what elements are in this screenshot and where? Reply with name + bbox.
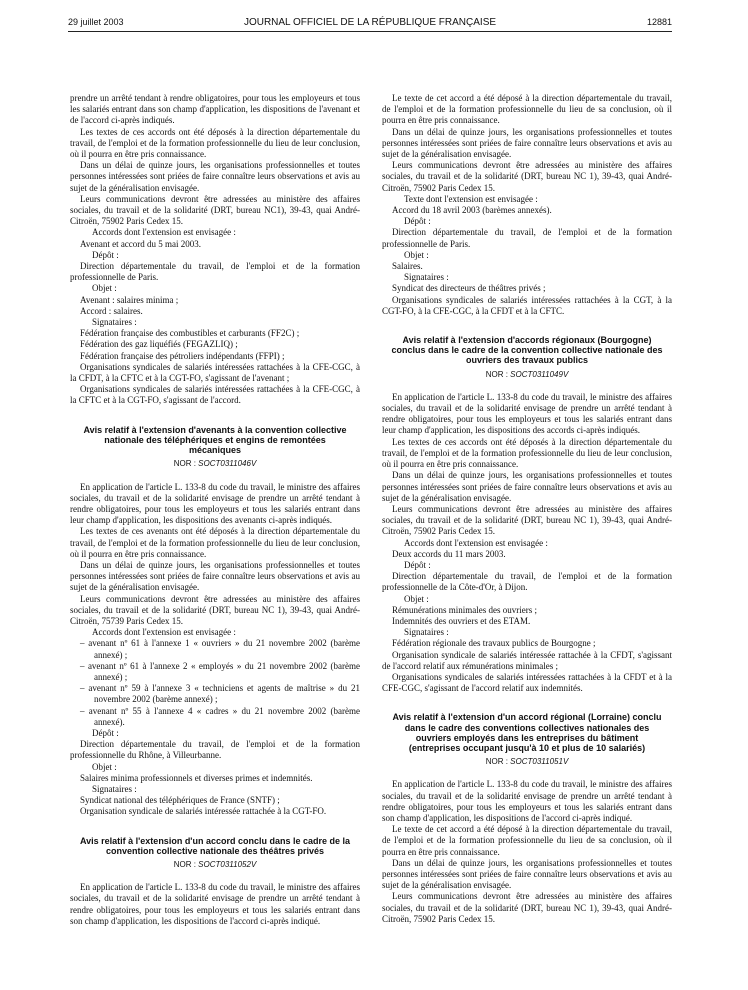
- field-label: Objet :: [404, 249, 429, 260]
- paragraph: prendre un arrêté tendant à rendre obligatoires, pour tous les employeurs et tous les salariés entrant dans son champ d'application, les dispositions de l'avenant et de l'accord ci-après indiqués.: [70, 93, 360, 126]
- nor-code: SOCT0311052V: [198, 860, 257, 869]
- field-value: Organisations syndicales de salariés intéressées rattachées à la CFE-CGC, à la CFTC et à la CGT-FO, s'agissant de l'accord.: [70, 384, 360, 406]
- field-label: Dépôt :: [404, 216, 431, 227]
- field-value: Fédération française des pétroliers indépendants (FFPI) ;: [80, 350, 285, 361]
- field-value: Salaires.: [392, 261, 423, 272]
- field-label: Objet :: [404, 593, 429, 604]
- paragraph: Leurs communications devront être adressées au ministère des affaires sociales, du travail et de la solidarité (DRT, bureau NC 1), 39-43, quai André-Citroën, 75739 Paris Cedex 15.: [70, 593, 360, 626]
- nor-label: NOR :: [485, 757, 508, 767]
- list-item: [70, 638, 360, 660]
- paragraph: Dans un délai de quinze jours, les organisations professionnelles et toutes personnes intéressées sont priées de faire connaître leurs observations et avis au sujet de la généralisation envisagée.: [382, 126, 672, 160]
- field-label: Accords dont l'extension est envisagée :: [92, 227, 236, 238]
- paragraph: En application de l'article L. 133-8 du code du travail, le ministre des affaires sociales, du travail et de la solidarité envisage de prendre un arrêté tendant à rendre obligatoires, pour tous les employeurs et tous les salariés entrant dans son champ d'application, les dispositions de l'accord ci-après indiqué.: [382, 779, 672, 823]
- field-value: Organisation syndicale de salariés intéressée rattachée à la CFDT, s'agissant de l'accord relatif aux rémunérations minimales ;: [382, 649, 672, 671]
- field-label: Accords dont l'extension est envisagée :: [404, 537, 548, 548]
- field-value: Direction départementale du travail, de l'emploi et de la formation professionnelle de la Côte-d'Or, à Dijon.: [382, 571, 672, 593]
- field-value: Accord du 18 avril 2003 (barèmes annexés).: [392, 205, 552, 216]
- field-value: Direction départementale du travail, de l'emploi et de la formation professionnelle de Paris.: [70, 261, 360, 283]
- field-label: Signataires :: [404, 272, 449, 283]
- paragraph: Leurs communications devront être adressées au ministère des affaires sociales, du travail et de la solidarité (DRT, bureau NC1), 39-43, quai André-Citroën, 75902 Paris Cedex 15.: [70, 193, 360, 227]
- nor-reference: [70, 458, 360, 469]
- field-label: Signataires :: [92, 317, 137, 328]
- nor-label: NOR :: [485, 369, 508, 379]
- paragraph: Leurs communications devront être adressées au ministère des affaires sociales, du travail et de la solidarité (DRT, bureau NC 1), 39-43, quai André-Citroën, 75902 Paris Cedex 15.: [382, 160, 672, 193]
- field-label: Signataires :: [404, 627, 449, 638]
- paragraph: Dans un délai de quinze jours, les organisations professionnelles et toutes personnes intéressées sont priées de faire connaître leurs observations et avis au sujet de la généralisation envisagée.: [70, 160, 360, 193]
- paragraph: En application de l'article L. 133-8 du code du travail, le ministre des affaires sociales, du travail et de la solidarité envisage de prendre un arrêté tendant à rendre obligatoires, pour tous les employeurs et tous les salariés entrant dans leur champ d'application, les dispositions des accords ci-après indiqués.: [382, 391, 672, 436]
- field-label: Accords dont l'extension est envisagée :: [92, 627, 236, 638]
- list-item: [70, 706, 360, 728]
- field-value: Fédération française des combustibles et carburants (FF2C) ;: [80, 328, 300, 339]
- field-label: Objet :: [92, 283, 117, 294]
- paragraph: Le texte de cet accord a été déposé à la direction départementale du travail, de l'emploi et de la formation professionnelle du lieu de sa conclusion, où il pourra en être pris connaissance.: [382, 824, 672, 857]
- paragraph: Les textes de ces avenants ont été déposés à la direction départementale du travail, de l'emploi et de la formation professionnelle du lieu de leur conclusion, où il pourra en être pris connaissance.: [70, 526, 360, 559]
- field-value: Accord : salaires.: [80, 305, 143, 316]
- field-value: Indemnités des ouvriers et des ETAM.: [392, 615, 531, 626]
- list-item-text: – avenant nº 61 à l'annexe 1 « ouvriers » du 21 novembre 2002 (barème annexé) ;: [80, 638, 360, 660]
- page-header: [68, 17, 672, 31]
- field-value: Avenant et accord du 5 mai 2003.: [80, 238, 202, 249]
- nor-label: NOR :: [173, 860, 196, 869]
- field-value: Direction départementale du travail, de l'emploi et de la formation professionnelle du Rhône, à Villeurbanne.: [70, 739, 360, 761]
- nor-reference: [70, 859, 360, 870]
- field-value: Avenant : salaires minima ;: [80, 294, 179, 305]
- field-value: Syndicat national des téléphériques de France (SNTF) ;: [80, 795, 280, 806]
- notice-title: Avis relatif à l'extension d'un accord régional (Lorraine) conclu dans le cadre des conventions collectives nationales des ouvriers employés dans les entreprises du bâtiment (entreprises occupant jusqu'à 10 et plus de 10 salariés): [392, 712, 662, 753]
- nor-code: SOCT0311051V: [510, 757, 569, 767]
- paragraph: En application de l'article L. 133-8 du code du travail, le ministre des affaires sociales, du travail et de la solidarité envisage de prendre un arrêté tendant à rendre obligatoires, pour tous les employeurs et tous les salariés entrant dans son champ d'application, les dispositions de l'accord ci-après indiqué.: [70, 882, 360, 926]
- paragraph: En application de l'article L. 133-8 du code du travail, le ministre des affaires sociales, du travail et de la solidarité envisage de prendre un arrêté tendant à rendre obligatoires, pour tous les employeurs et tous les salariés entrant dans leur champ d'application, les dispositions des avenants ci-après indiqués.: [70, 481, 360, 526]
- list-item-text: – avenant nº 59 à l'annexe 3 « techniciens et agents de maîtrise » du 21 novembre 2002 (barème annexé) ;: [80, 683, 360, 705]
- paragraph: Leurs communications devront être adressées au ministère des affaires sociales, du travail et de la solidarité (DRT, bureau NC 1), 39-43, quai André-Citroën, 75902 Paris Cedex 15.: [382, 503, 672, 537]
- right-column: [382, 93, 672, 925]
- field-value: Organisations syndicales de salariés intéressées rattachées à la CFDT et à la CFE-CGC, s'agissant de l'accord relatif aux indemnités.: [382, 671, 672, 694]
- nor-code: SOCT0311049V: [510, 369, 569, 379]
- list-item: [70, 661, 360, 683]
- field-label: Dépôt :: [92, 249, 119, 260]
- field-label: Dépôt :: [92, 727, 119, 738]
- paragraph: Dans un délai de quinze jours, les organisations professionnelles et toutes personnes intéressées sont priées de faire connaître leurs observations et avis au sujet de la généralisation envisagée.: [382, 857, 672, 891]
- paragraph: Dans un délai de quinze jours, les organisations professionnelles et toutes personnes intéressées sont priées de faire connaître leurs observations et avis au sujet de la généralisation envisagée.: [70, 559, 360, 593]
- notice-title: Avis relatif à l'extension d'un accord conclu dans le cadre de la convention collective nationale des théâtres privés: [79, 835, 351, 856]
- header-rule: [68, 31, 672, 32]
- paragraph: Le texte de cet accord a été déposé à la direction départementale du travail, de l'emploi et de la formation professionnelle du lieu de sa conclusion, où il pourra en être pris connaissance.: [382, 93, 672, 126]
- field-value: Salaires minima professionnels et diverses primes et indemnités.: [80, 772, 313, 783]
- field-value: Syndicat des directeurs de théâtres privés ;: [392, 283, 546, 294]
- field-value: Rémunérations minimales des ouvriers ;: [392, 604, 537, 615]
- nor-reference: [382, 369, 672, 380]
- field-value: Fédération des gaz liquéfiés (FEGAZLIQ) ;: [80, 339, 238, 350]
- field-value: Deux accords du 11 mars 2003.: [392, 548, 506, 559]
- field-value: Organisation syndicale de salariés intéressée rattachée à la CGT-FO.: [80, 806, 327, 817]
- field-value: Direction départementale du travail, de l'emploi et de la formation professionnelle de Paris.: [382, 227, 672, 249]
- paragraph: Dans un délai de quinze jours, les organisations professionnelles et toutes personnes intéressées sont priées de faire connaître leurs observations et avis au sujet de la généralisation envisagée.: [382, 470, 672, 503]
- field-label: Signataires :: [92, 783, 137, 794]
- field-label: Texte dont l'extension est envisagée :: [404, 193, 538, 204]
- nor-label: NOR :: [173, 459, 196, 469]
- header-date: 29 juillet 2003: [68, 17, 124, 27]
- paragraph: Les textes de ces accords ont été déposés à la direction départementale du travail, de l'emploi et de la formation professionnelle du lieu de leur conclusion, où il pourra en être pris connaissance.: [70, 126, 360, 160]
- paragraph: Leurs communications devront être adressées au ministère des affaires sociales, du travail et de la solidarité (DRT, bureau NC 1), 39-43, quai André-Citroën, 75902 Paris Cedex 15.: [382, 891, 672, 924]
- list-item: [70, 683, 360, 705]
- notice-title: Avis relatif à l'extension d'accords régionaux (Bourgogne) conclus dans le cadre de la convention collective nationale des ouvriers des travaux publics: [391, 335, 663, 366]
- nor-reference: [382, 756, 672, 767]
- field-value: Organisations syndicales de salariés intéressées rattachées à la CGT, à la CGT-FO, à la CFE-CGC, à la CFDT et à la CFTC.: [382, 294, 672, 316]
- header-title: JOURNAL OFFICIEL DE LA RÉPUBLIQUE FRANÇAISE: [243, 17, 497, 28]
- field-value: Organisations syndicales de salariés intéressées rattachées à la CFE-CGC, à la CFDT, à la CFTC et à la CGT-FO, s'agissant de l'avenant ;: [70, 361, 360, 384]
- list-item-text: – avenant nº 55 à l'annexe 4 « cadres » du 21 novembre 2002 (barème annexé).: [80, 705, 360, 727]
- left-column: [70, 93, 360, 927]
- field-value: Fédération régionale des travaux publics de Bourgogne ;: [392, 638, 596, 649]
- notice-title: Avis relatif à l'extension d'avenants à la convention collective nationale des téléphériques et engins de remontées mécaniques: [83, 424, 347, 456]
- paragraph: Les textes de ces accords ont été déposés à la direction départementale du travail, de l'emploi et de la formation professionnelle du lieu de leur conclusion, où il pourra en être pris connaissance.: [382, 436, 672, 470]
- nor-code: SOCT0311046V: [198, 459, 257, 469]
- page-number: 12881: [646, 17, 672, 27]
- field-label: Dépôt :: [404, 559, 431, 570]
- field-label: Objet :: [92, 761, 117, 772]
- list-item-text: – avenant nº 61 à l'annexe 2 « employés » du 21 novembre 2002 (barème annexé) ;: [80, 660, 360, 682]
